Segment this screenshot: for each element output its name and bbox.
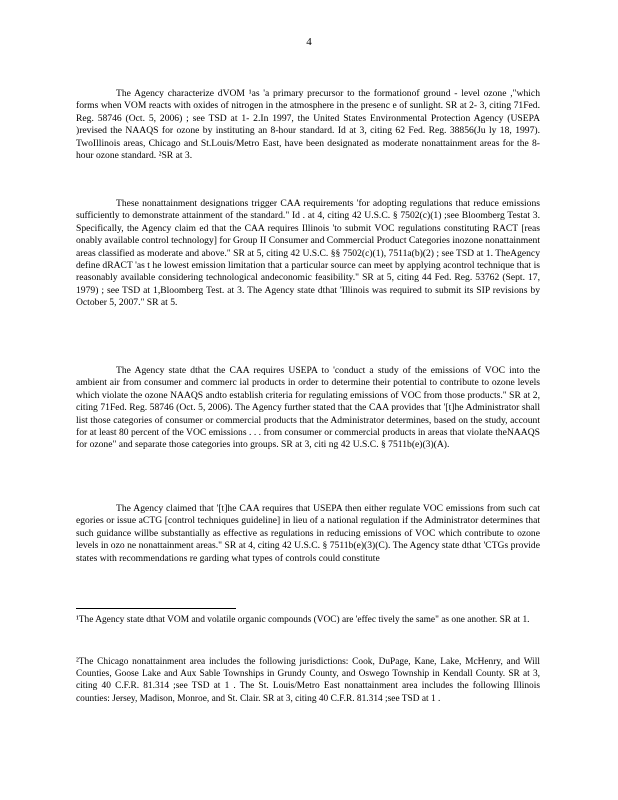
footnote-text: ²The Chicago nonattainment area includes the following jurisdictions: Cook, DuPage, Kane, Lake, McHenry, and Will Counties, Goose Lake and Aux Sable Townships in Grundy County, and Oswego Township in Kendall County. SR at 3, citing 40 C.F.R. 81.314 ;see TSD at 1 . The St. Louis/Metro East nonattainment area includes the following Illinois counties: Jersey, Madison, Monroe, and St. Clair. SR at 3, citing 40 C.F.R. 81.314 ;see TSD at 1 . bbox=[76, 657, 540, 704]
body-paragraph-4 bbox=[76, 503, 540, 577]
footnote-text: ¹The Agency state dthat VOM and volatile organic compounds (VOC) are 'effec tively the same" as one another. SR at 1. bbox=[76, 615, 530, 625]
body-paragraph-2 bbox=[76, 198, 540, 322]
paragraph-text: The Agency characterize dVOM ¹as 'a primary precursor to the formationof ground - level ozone ,"which forms when VOM reacts with oxides of nitrogen in the atmosphere in the presenc e of sunlight. SR at 2- 3, citing 71Fed. Reg. 58746 (Oct. 5, 2006) ; see TSD at 1- 2.In 1997, the United States Environmental Protection Agency (USEPA )revised the NAAQS for ozone by instituting an 8-hour standard. Id at 3, citing 62 Fed. Reg. 38856(Ju ly 18, 1997). TwoIllinois areas, Chicago and St.Louis/Metro East, have been designated as moderate nonattainment areas for the 8-hour ozone standard. ²SR at 3. bbox=[76, 88, 540, 162]
footnote-divider bbox=[76, 608, 236, 609]
footnote-2 bbox=[76, 656, 540, 705]
body-paragraph-1 bbox=[76, 88, 540, 175]
paragraph-text: The Agency claimed that '[t]he CAA requires that USEPA then either regulate VOC emissions from such cat egories or issue aCTG [control techniques guideline] in lieu of a national regulation if the Administrator determines that such guidance willbe substantially as effective as regulations in reducing emissions of VOC which contribute to ozone levels in ozo ne nonattainment areas." SR at 4, citing 42 U.S.C. § 7511b(e)(3)(C). The Agency state dthat 'CTGs provide states with recommendations re garding what types of controls could constitute bbox=[76, 503, 540, 564]
body-paragraph-3 bbox=[76, 365, 540, 464]
paragraph-text: The Agency state dthat the CAA requires USEPA to 'conduct a study of the emissions of VOC into the ambient air from consumer and commerc ial products in order to determine their potential to contribute to ozone levels which violate the ozone NAAQS andto establish criteria for regulating emissions of VOC from those products." SR at 2, citing 71Fed. Reg. 58746 (Oct. 5, 2006). The Agency further stated that the CAA provides that '[t]he Administrator shall list those categories of consumer or commercial products that the Administrator determines, based on the study, account for at least 80 percent of the VOC emissions . . . from consumer or commercial products in areas that violate theNAAQS for ozone" and separate those categories into groups. SR at 3, citi ng 42 U.S.C. § 7511b(e)(3)(A). bbox=[76, 365, 540, 451]
paragraph-text: These nonattainment designations trigger CAA requirements 'for adopting regulations that reduce emissions sufficiently to demonstrate attainment of the standard." Id . at 4, citing 42 U.S.C. § 7502(c)(1) ;see Bloomberg Testat 3. Specifically, the Agency claim ed that the CAA requires Illinois 'to submit VOC regulations constituting RACT [reas onably available control technology] for Group II Consumer and Commercial Product Categories inozone nonattainment areas classified as moderate and above." SR at 5, citing 42 U.S.C. §§ 7502(c)(1), 7511a(b)(2) ; see TSD at 1. TheAgency define dRACT 'as t he lowest emission limitation that a particular source can meet by applying acontrol technique that is reasonably available considering technological andeconomic feasibility." SR at 5, citing 44 Fed. Reg. 53762 (Sept. 17, 1979) ; see TSD at 1,Bloomberg Test. at 3. The Agency state dthat 'Illinois was required to submit its SIP revisions by October 5, 2007." SR at 5. bbox=[76, 198, 540, 309]
page-number: 4 bbox=[306, 36, 312, 48]
footnote-1 bbox=[76, 614, 540, 626]
